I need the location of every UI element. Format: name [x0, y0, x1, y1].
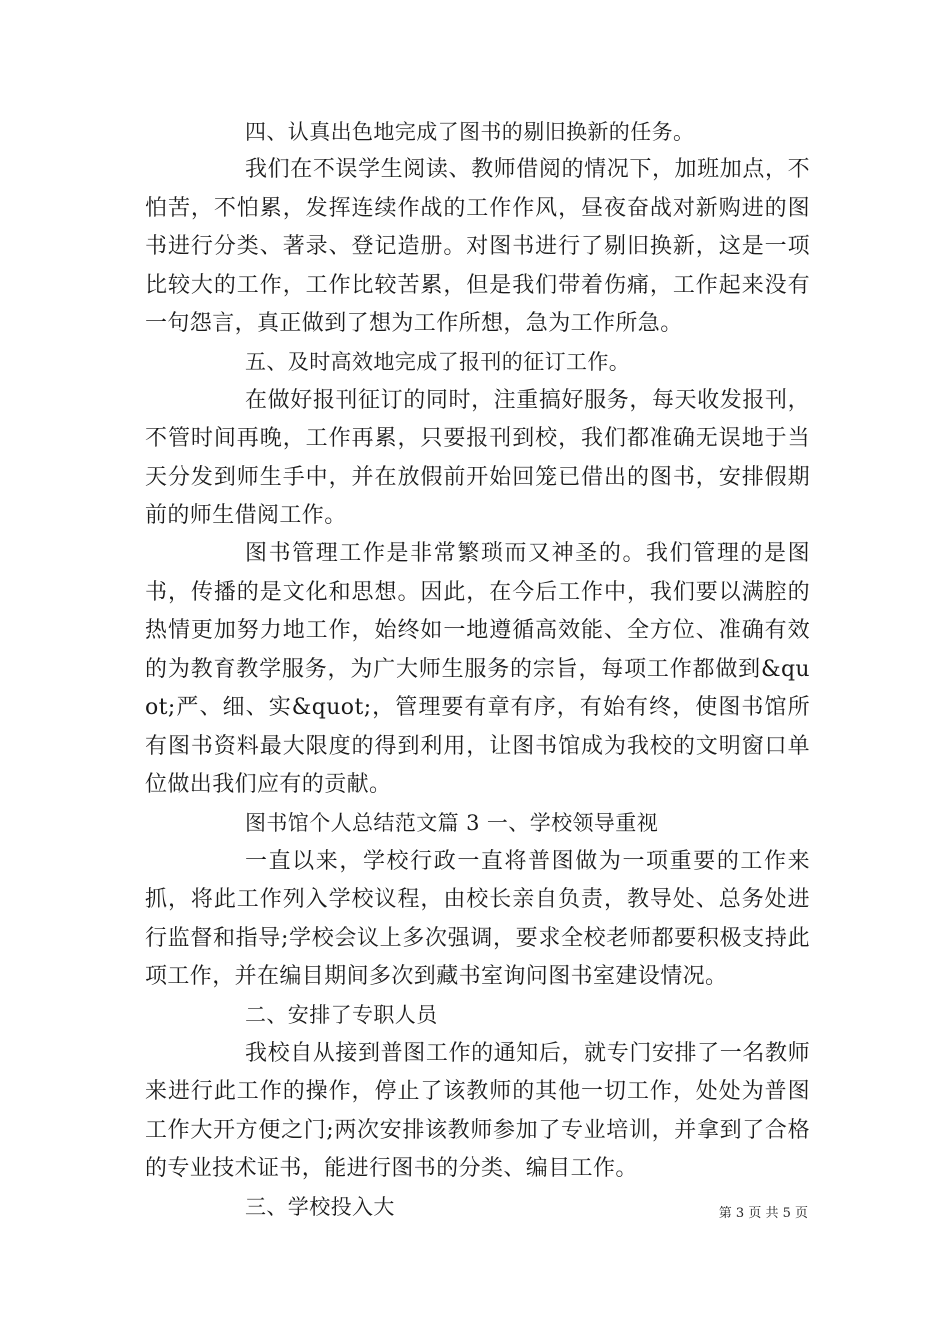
section-heading-3: 三、学校投入大	[245, 1195, 395, 1220]
document-body	[145, 113, 810, 1227]
paragraph: 图书管理工作是非常繁琐而又神圣的。我们管理的是图书，传播的是文化和思想。因此，在今后工作中，我们要以满腔的热情更加努力地工作，始终如一地遵循高效能、全方位、准确有效的为教育教学服务，为广大师生服务的宗旨，每项工作都做到&quot;严、细、实&quot;，管理要有章有序，有始有终，使图书馆所有图书资料最大限度的得到利用，让图书馆成为我校的文明窗口单位做出我们应有的贡献。	[145, 541, 810, 797]
section-heading-2: 二、安排了专职人员	[245, 1003, 438, 1028]
paragraph: 在做好报刊征订的同时，注重搞好服务，每天收发报刊，不管时间再晚，工作再累，只要报刊到校，我们都准确无误地于当天分发到师生手中，并在放假前开始回笼已借出的图书，安排假期前的师生借阅工作。	[145, 387, 810, 529]
section-heading-5: 五、及时高效地完成了报刊的征订工作。	[245, 350, 631, 375]
article-3-heading: 图书馆个人总结范文篇 3 一、学校领导重视	[245, 811, 659, 836]
paragraph: 一直以来，学校行政一直将普图做为一项重要的工作来抓，将此工作列入学校议程，由校长亲自负责，教导处、总务处进行监督和指导;学校会议上多次强调，要求全校老师都要积极支持此项工作，并在编目期间多次到藏书室询问图书室建设情况。	[145, 848, 810, 989]
paragraph: 我校自从接到普图工作的通知后，就专门安排了一名教师来进行此工作的操作，停止了该教师的其他一切工作，处处为普图工作大开方便之门;两次安排该教师参加了专业培训，并拿到了合格的专业技术证书，能进行图书的分类、编目工作。	[145, 1040, 810, 1181]
page-number-footer: 第 3 页 共 5 页	[718, 1206, 808, 1221]
paragraph: 我们在不误学生阅读、教师借阅的情况下，加班加点，不怕苦，不怕累，发挥连续作战的工作作风，昼夜奋战对新购进的图书进行分类、著录、登记造册。对图书进行了剔旧换新，这是一项比较大的工作，工作比较苦累，但是我们带着伤痛，工作起来没有一句怨言，真正做到了想为工作所想，急为工作所急。	[145, 157, 810, 337]
section-heading-4: 四、认真出色地完成了图书的剔旧换新的任务。	[245, 120, 695, 144]
